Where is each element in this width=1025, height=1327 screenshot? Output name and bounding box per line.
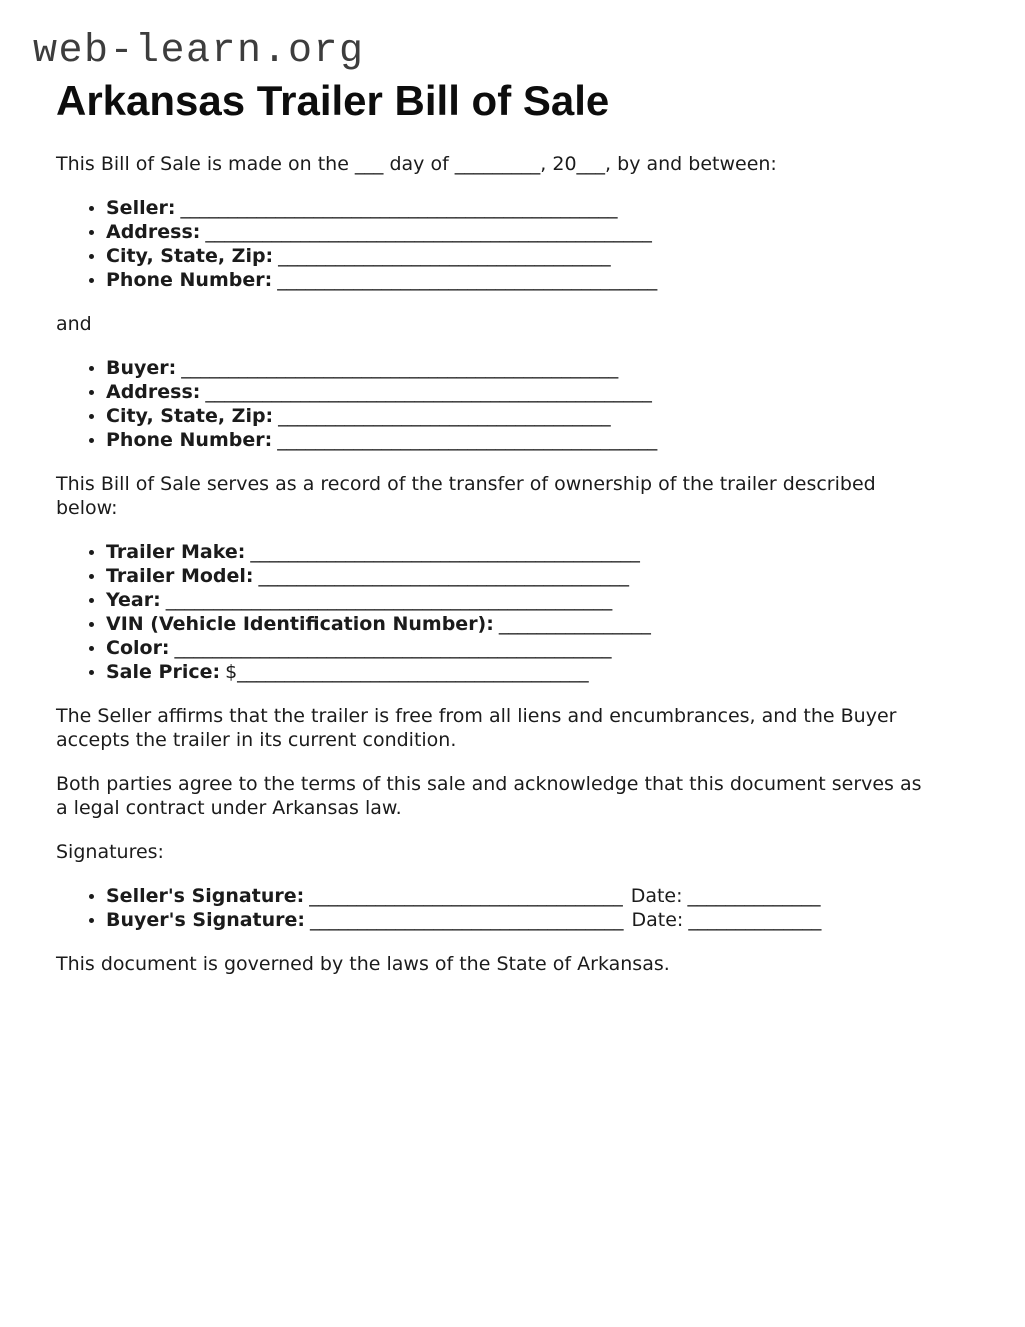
fill-in-line: _______________________________________ xyxy=(258,565,630,587)
fill-in-line: ________________________________________ xyxy=(277,269,658,291)
date-line: ______________ xyxy=(688,909,822,931)
signature-line: _________________________________ xyxy=(309,885,623,907)
vin-field xyxy=(106,612,970,636)
fill-in-line: _______________________________________________ xyxy=(165,589,613,611)
seller-label: Seller: xyxy=(106,197,176,219)
sellers-signature-label: Seller's Signature: xyxy=(106,885,305,907)
address-label: Address: xyxy=(106,381,201,403)
affirmation-paragraph xyxy=(56,704,970,752)
date-line: ______________ xyxy=(687,885,821,907)
date-label: Date: xyxy=(631,909,684,931)
transfer-paragraph xyxy=(56,472,970,520)
fill-in-line: $_____________________________________ xyxy=(225,661,589,683)
address-label: Address: xyxy=(106,221,201,243)
color-label: Color: xyxy=(106,637,170,659)
seller-city-state-zip-field xyxy=(106,244,970,268)
fill-in-line: _________________________________________ xyxy=(250,541,640,563)
fill-in-line: ___________________________________ xyxy=(278,405,611,427)
date-label: Date: xyxy=(630,885,683,907)
vin-label: VIN (Vehicle Identification Number): xyxy=(106,613,494,635)
year-label: Year: xyxy=(106,589,161,611)
seller-phone-field xyxy=(106,268,970,292)
paragraph-line: accepts the trailer in its current condition. xyxy=(56,729,457,751)
fill-in-line: ______________________________________________ xyxy=(181,357,619,379)
phone-number-label: Phone Number: xyxy=(106,429,273,451)
paragraph-line: below: xyxy=(56,497,118,519)
buyer-address-field xyxy=(106,380,970,404)
trailer-model-field xyxy=(106,564,970,588)
governing-law-paragraph: This document is governed by the laws of the State of Arkansas. xyxy=(56,953,670,975)
year-field xyxy=(106,588,970,612)
trailer-make-field xyxy=(106,540,970,564)
buyer-city-state-zip-field xyxy=(106,404,970,428)
signature-line: _________________________________ xyxy=(310,909,624,931)
fill-in-line: ___________________________________ xyxy=(278,245,611,267)
paragraph-line: Both parties agree to the terms of this sale and acknowledge that this document serves as xyxy=(56,773,922,795)
sellers-signature-field xyxy=(106,884,970,908)
signature-fields-list xyxy=(56,884,970,932)
paragraph-line: The Seller affirms that the trailer is free from all liens and encumbrances, and the Buyer xyxy=(56,705,897,727)
fill-in-line: ______________________________________________ xyxy=(174,637,612,659)
buyer-name-field xyxy=(106,356,970,380)
signatures-heading: Signatures: xyxy=(56,841,164,863)
sale-price-field xyxy=(106,660,970,684)
paragraph-line: a legal contract under Arkansas law. xyxy=(56,797,402,819)
sale-price-label: Sale Price: xyxy=(106,661,221,683)
trailer-fields-list xyxy=(56,540,970,684)
buyers-signature-label: Buyer's Signature: xyxy=(106,909,305,931)
site-logo: web-learn.org xyxy=(33,29,365,74)
phone-number-label: Phone Number: xyxy=(106,269,273,291)
intro-paragraph: This Bill of Sale is made on the ___ day of _________, 20___, by and between: xyxy=(56,153,777,175)
city-state-zip-label: City, State, Zip: xyxy=(106,245,274,267)
fill-in-line: ________________ xyxy=(498,613,651,635)
buyer-phone-field xyxy=(106,428,970,452)
fill-in-line: ______________________________________________ xyxy=(180,197,618,219)
fill-in-line: ________________________________________ xyxy=(277,429,658,451)
seller-address-field xyxy=(106,220,970,244)
fill-in-line: _______________________________________________ xyxy=(205,221,652,243)
city-state-zip-label: City, State, Zip: xyxy=(106,405,274,427)
buyer-fields-list xyxy=(56,356,970,452)
color-field xyxy=(106,636,970,660)
paragraph-line: This Bill of Sale serves as a record of the transfer of ownership of the trailer described xyxy=(56,473,876,495)
fill-in-line: _______________________________________________ xyxy=(205,381,652,403)
document-title: Arkansas Trailer Bill of Sale xyxy=(56,77,610,124)
agreement-paragraph xyxy=(56,772,970,820)
seller-fields-list xyxy=(56,196,970,292)
buyers-signature-field xyxy=(106,908,970,932)
seller-name-field xyxy=(106,196,970,220)
trailer-model-label: Trailer Model: xyxy=(106,565,254,587)
buyer-label: Buyer: xyxy=(106,357,177,379)
trailer-make-label: Trailer Make: xyxy=(106,541,246,563)
and-connector: and xyxy=(56,313,92,335)
